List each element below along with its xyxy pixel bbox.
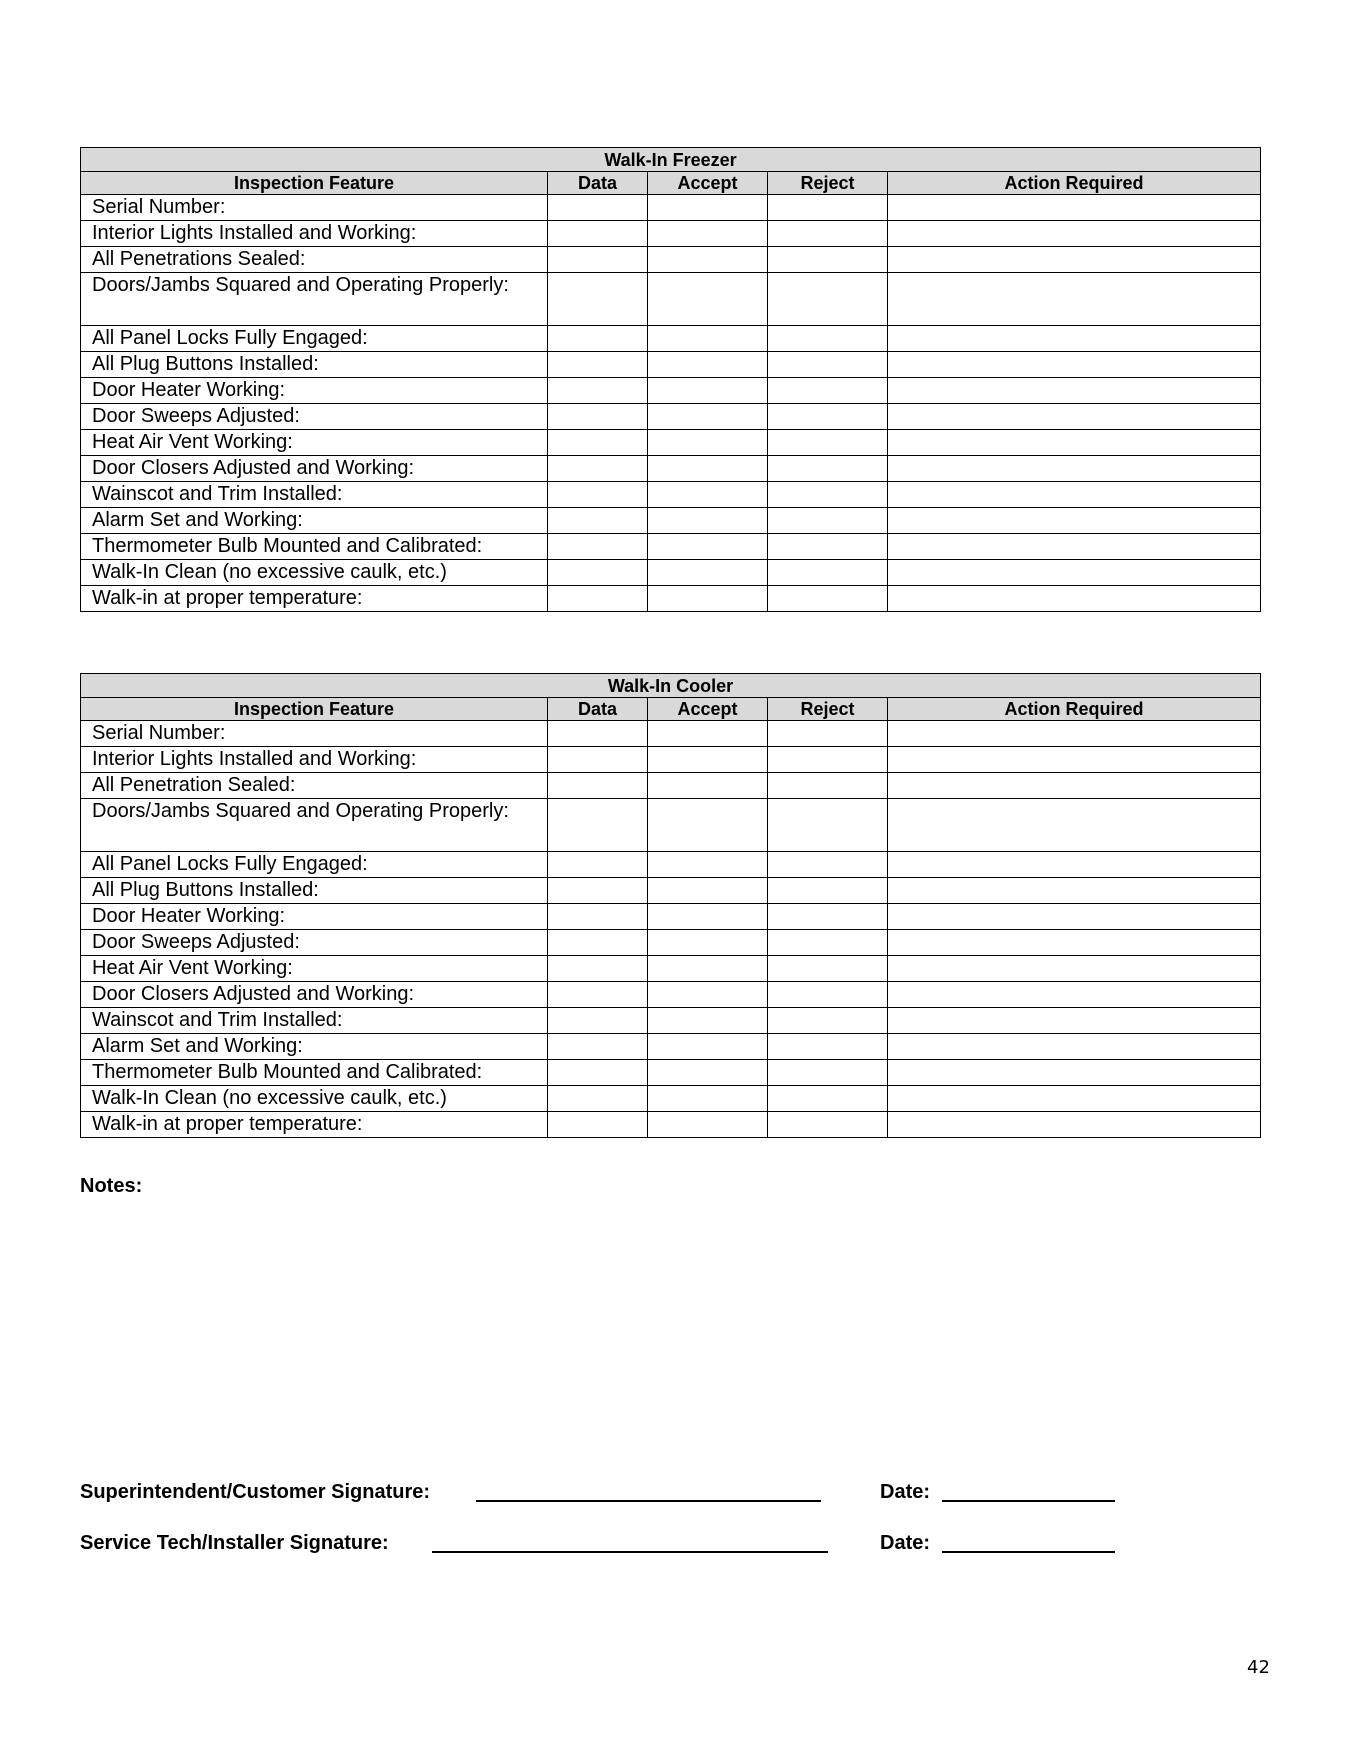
freezer-inspection-table bbox=[80, 147, 1261, 612]
action-required-cell[interactable] bbox=[888, 721, 1261, 747]
data-cell[interactable] bbox=[548, 482, 648, 508]
freezer-table-title: Walk-In Freezer bbox=[81, 148, 1261, 172]
column-header-accept: Accept bbox=[648, 698, 768, 721]
table-row bbox=[81, 482, 1261, 508]
accept-cell[interactable] bbox=[648, 195, 768, 221]
accept-cell[interactable] bbox=[648, 352, 768, 378]
inspection-feature-cell: Walk-In Clean (no excessive caulk, etc.) bbox=[81, 1086, 548, 1112]
action-required-cell[interactable] bbox=[888, 982, 1261, 1008]
tech-signature-line[interactable] bbox=[432, 1551, 828, 1553]
accept-cell[interactable] bbox=[648, 878, 768, 904]
inspection-feature-cell: All Plug Buttons Installed: bbox=[81, 878, 548, 904]
inspection-feature-cell: All Penetrations Sealed: bbox=[81, 247, 548, 273]
data-cell[interactable] bbox=[548, 456, 648, 482]
reject-cell[interactable] bbox=[768, 378, 888, 404]
action-required-cell[interactable] bbox=[888, 1034, 1261, 1060]
table-row bbox=[81, 852, 1261, 878]
inspection-feature-cell: Thermometer Bulb Mounted and Calibrated: bbox=[81, 1060, 548, 1086]
data-cell[interactable] bbox=[548, 904, 648, 930]
accept-cell[interactable] bbox=[648, 221, 768, 247]
data-cell[interactable] bbox=[548, 982, 648, 1008]
accept-cell[interactable] bbox=[648, 508, 768, 534]
table-row bbox=[81, 747, 1261, 773]
inspection-feature-cell: Doors/Jambs Squared and Operating Properly: bbox=[81, 799, 548, 852]
action-required-cell[interactable] bbox=[888, 560, 1261, 586]
column-header-inspection-feature: Inspection Feature bbox=[81, 172, 548, 195]
inspection-feature-cell: Walk-In Clean (no excessive caulk, etc.) bbox=[81, 560, 548, 586]
inspection-feature-cell: Heat Air Vent Working: bbox=[81, 956, 548, 982]
inspection-feature-cell: Wainscot and Trim Installed: bbox=[81, 482, 548, 508]
table-row bbox=[81, 1008, 1261, 1034]
inspection-feature-cell: Thermometer Bulb Mounted and Calibrated: bbox=[81, 534, 548, 560]
action-required-cell[interactable] bbox=[888, 1112, 1261, 1138]
data-cell[interactable] bbox=[548, 534, 648, 560]
table-row bbox=[81, 247, 1261, 273]
action-required-cell[interactable] bbox=[888, 1060, 1261, 1086]
inspection-feature-cell: Interior Lights Installed and Working: bbox=[81, 747, 548, 773]
data-cell[interactable] bbox=[548, 1086, 648, 1112]
accept-cell[interactable] bbox=[648, 852, 768, 878]
table-row bbox=[81, 326, 1261, 352]
inspection-feature-cell: Wainscot and Trim Installed: bbox=[81, 1008, 548, 1034]
reject-cell[interactable] bbox=[768, 273, 888, 326]
data-cell[interactable] bbox=[548, 378, 648, 404]
table-row bbox=[81, 378, 1261, 404]
inspection-feature-cell: Door Heater Working: bbox=[81, 378, 548, 404]
data-cell[interactable] bbox=[548, 1008, 648, 1034]
table-row bbox=[81, 586, 1261, 612]
accept-cell[interactable] bbox=[648, 721, 768, 747]
data-cell[interactable] bbox=[548, 878, 648, 904]
accept-cell[interactable] bbox=[648, 1112, 768, 1138]
reject-cell[interactable] bbox=[768, 1086, 888, 1112]
superintendent-signature-line[interactable] bbox=[476, 1500, 821, 1502]
data-cell[interactable] bbox=[548, 586, 648, 612]
table-row bbox=[81, 878, 1261, 904]
column-header-data: Data bbox=[548, 172, 648, 195]
table-row bbox=[81, 1112, 1261, 1138]
freezer-table-body bbox=[81, 195, 1261, 612]
reject-cell[interactable] bbox=[768, 404, 888, 430]
accept-cell[interactable] bbox=[648, 247, 768, 273]
action-required-cell[interactable] bbox=[888, 930, 1261, 956]
inspection-feature-cell: Alarm Set and Working: bbox=[81, 508, 548, 534]
table-row bbox=[81, 534, 1261, 560]
reject-cell[interactable] bbox=[768, 482, 888, 508]
reject-cell[interactable] bbox=[768, 430, 888, 456]
action-required-cell[interactable] bbox=[888, 878, 1261, 904]
tech-date-label: Date: bbox=[880, 1532, 931, 1554]
cooler-table-body bbox=[81, 721, 1261, 1138]
reject-cell[interactable] bbox=[768, 247, 888, 273]
accept-cell[interactable] bbox=[648, 982, 768, 1008]
column-header-reject: Reject bbox=[768, 172, 888, 195]
table-row bbox=[81, 221, 1261, 247]
data-cell[interactable] bbox=[548, 430, 648, 456]
accept-cell[interactable] bbox=[648, 456, 768, 482]
inspection-feature-cell: Heat Air Vent Working: bbox=[81, 430, 548, 456]
data-cell[interactable] bbox=[548, 747, 648, 773]
action-required-cell[interactable] bbox=[888, 534, 1261, 560]
inspection-feature-cell: Alarm Set and Working: bbox=[81, 1034, 548, 1060]
column-header-inspection-feature: Inspection Feature bbox=[81, 698, 548, 721]
accept-cell[interactable] bbox=[648, 560, 768, 586]
inspection-feature-cell: All Penetration Sealed: bbox=[81, 773, 548, 799]
table-row bbox=[81, 560, 1261, 586]
accept-cell[interactable] bbox=[648, 430, 768, 456]
action-required-cell[interactable] bbox=[888, 1008, 1261, 1034]
accept-cell[interactable] bbox=[648, 930, 768, 956]
action-required-cell[interactable] bbox=[888, 378, 1261, 404]
action-required-cell[interactable] bbox=[888, 904, 1261, 930]
reject-cell[interactable] bbox=[768, 852, 888, 878]
table-row bbox=[81, 404, 1261, 430]
data-cell[interactable] bbox=[548, 1034, 648, 1060]
column-header-data: Data bbox=[548, 698, 648, 721]
reject-cell[interactable] bbox=[768, 456, 888, 482]
table-row bbox=[81, 1034, 1261, 1060]
data-cell[interactable] bbox=[548, 508, 648, 534]
superintendent-signature-label: Superintendent/Customer Signature: bbox=[80, 1481, 431, 1503]
inspection-feature-cell: Walk-in at proper temperature: bbox=[81, 586, 548, 612]
superintendent-date-line[interactable] bbox=[942, 1500, 1115, 1502]
action-required-cell[interactable] bbox=[888, 773, 1261, 799]
column-header-accept: Accept bbox=[648, 172, 768, 195]
data-cell[interactable] bbox=[548, 273, 648, 326]
superintendent-date-label: Date: bbox=[880, 1481, 931, 1503]
data-cell[interactable] bbox=[548, 956, 648, 982]
accept-cell[interactable] bbox=[648, 273, 768, 326]
table-row bbox=[81, 456, 1261, 482]
accept-cell[interactable] bbox=[648, 773, 768, 799]
reject-cell[interactable] bbox=[768, 326, 888, 352]
reject-cell[interactable] bbox=[768, 956, 888, 982]
table-row bbox=[81, 508, 1261, 534]
data-cell[interactable] bbox=[548, 930, 648, 956]
reject-cell[interactable] bbox=[768, 721, 888, 747]
reject-cell[interactable] bbox=[768, 747, 888, 773]
table-row bbox=[81, 1060, 1261, 1086]
reject-cell[interactable] bbox=[768, 799, 888, 852]
table-row bbox=[81, 430, 1261, 456]
data-cell[interactable] bbox=[548, 247, 648, 273]
data-cell[interactable] bbox=[548, 221, 648, 247]
action-required-cell[interactable] bbox=[888, 430, 1261, 456]
column-header-action-required: Action Required bbox=[888, 698, 1261, 721]
reject-cell[interactable] bbox=[768, 352, 888, 378]
reject-cell[interactable] bbox=[768, 534, 888, 560]
reject-cell[interactable] bbox=[768, 560, 888, 586]
action-required-cell[interactable] bbox=[888, 852, 1261, 878]
action-required-cell[interactable] bbox=[888, 508, 1261, 534]
accept-cell[interactable] bbox=[648, 1008, 768, 1034]
data-cell[interactable] bbox=[548, 799, 648, 852]
data-cell[interactable] bbox=[548, 1112, 648, 1138]
reject-cell[interactable] bbox=[768, 930, 888, 956]
table-row bbox=[81, 799, 1261, 852]
data-cell[interactable] bbox=[548, 326, 648, 352]
table-row bbox=[81, 904, 1261, 930]
reject-cell[interactable] bbox=[768, 878, 888, 904]
inspection-feature-cell: All Panel Locks Fully Engaged: bbox=[81, 326, 548, 352]
action-required-cell[interactable] bbox=[888, 273, 1261, 326]
cooler-inspection-table bbox=[80, 673, 1261, 1138]
reject-cell[interactable] bbox=[768, 508, 888, 534]
accept-cell[interactable] bbox=[648, 534, 768, 560]
column-header-reject: Reject bbox=[768, 698, 888, 721]
action-required-cell[interactable] bbox=[888, 247, 1261, 273]
inspection-feature-cell: Door Sweeps Adjusted: bbox=[81, 930, 548, 956]
action-required-cell[interactable] bbox=[888, 482, 1261, 508]
data-cell[interactable] bbox=[548, 352, 648, 378]
accept-cell[interactable] bbox=[648, 956, 768, 982]
accept-cell[interactable] bbox=[648, 747, 768, 773]
action-required-cell[interactable] bbox=[888, 586, 1261, 612]
action-required-cell[interactable] bbox=[888, 404, 1261, 430]
data-cell[interactable] bbox=[548, 721, 648, 747]
table-row bbox=[81, 721, 1261, 747]
data-cell[interactable] bbox=[548, 195, 648, 221]
accept-cell[interactable] bbox=[648, 1086, 768, 1112]
inspection-feature-cell: Doors/Jambs Squared and Operating Properly: bbox=[81, 273, 548, 326]
accept-cell[interactable] bbox=[648, 799, 768, 852]
action-required-cell[interactable] bbox=[888, 747, 1261, 773]
action-required-cell[interactable] bbox=[888, 799, 1261, 852]
inspection-feature-cell: Serial Number: bbox=[81, 721, 548, 747]
inspection-feature-cell: Door Heater Working: bbox=[81, 904, 548, 930]
notes-label: Notes: bbox=[80, 1175, 143, 1197]
inspection-feature-cell: Door Sweeps Adjusted: bbox=[81, 404, 548, 430]
table-row bbox=[81, 1086, 1261, 1112]
page-number: 42 bbox=[1247, 1657, 1270, 1678]
data-cell[interactable] bbox=[548, 852, 648, 878]
action-required-cell[interactable] bbox=[888, 326, 1261, 352]
reject-cell[interactable] bbox=[768, 982, 888, 1008]
accept-cell[interactable] bbox=[648, 1060, 768, 1086]
action-required-cell[interactable] bbox=[888, 956, 1261, 982]
reject-cell[interactable] bbox=[768, 904, 888, 930]
inspection-feature-cell: Door Closers Adjusted and Working: bbox=[81, 982, 548, 1008]
table-row bbox=[81, 956, 1261, 982]
data-cell[interactable] bbox=[548, 560, 648, 586]
action-required-cell[interactable] bbox=[888, 1086, 1261, 1112]
accept-cell[interactable] bbox=[648, 1034, 768, 1060]
action-required-cell[interactable] bbox=[888, 456, 1261, 482]
reject-cell[interactable] bbox=[768, 773, 888, 799]
table-row bbox=[81, 195, 1261, 221]
inspection-feature-cell: Interior Lights Installed and Working: bbox=[81, 221, 548, 247]
reject-cell[interactable] bbox=[768, 1060, 888, 1086]
reject-cell[interactable] bbox=[768, 1034, 888, 1060]
tech-signature-label: Service Tech/Installer Signature: bbox=[80, 1532, 389, 1554]
table-row bbox=[81, 773, 1261, 799]
tech-date-line[interactable] bbox=[942, 1551, 1115, 1553]
reject-cell[interactable] bbox=[768, 221, 888, 247]
table-row bbox=[81, 273, 1261, 326]
inspection-feature-cell: Door Closers Adjusted and Working: bbox=[81, 456, 548, 482]
inspection-feature-cell: All Plug Buttons Installed: bbox=[81, 352, 548, 378]
accept-cell[interactable] bbox=[648, 326, 768, 352]
action-required-cell[interactable] bbox=[888, 195, 1261, 221]
accept-cell[interactable] bbox=[648, 586, 768, 612]
reject-cell[interactable] bbox=[768, 586, 888, 612]
reject-cell[interactable] bbox=[768, 1008, 888, 1034]
data-cell[interactable] bbox=[548, 1060, 648, 1086]
cooler-table-title: Walk-In Cooler bbox=[81, 674, 1261, 698]
reject-cell[interactable] bbox=[768, 1112, 888, 1138]
action-required-cell[interactable] bbox=[888, 221, 1261, 247]
inspection-feature-cell: Walk-in at proper temperature: bbox=[81, 1112, 548, 1138]
data-cell[interactable] bbox=[548, 404, 648, 430]
table-row bbox=[81, 930, 1261, 956]
accept-cell[interactable] bbox=[648, 482, 768, 508]
table-row bbox=[81, 352, 1261, 378]
reject-cell[interactable] bbox=[768, 195, 888, 221]
accept-cell[interactable] bbox=[648, 904, 768, 930]
data-cell[interactable] bbox=[548, 773, 648, 799]
inspection-feature-cell: All Panel Locks Fully Engaged: bbox=[81, 852, 548, 878]
column-header-action-required: Action Required bbox=[888, 172, 1261, 195]
accept-cell[interactable] bbox=[648, 378, 768, 404]
inspection-feature-cell: Serial Number: bbox=[81, 195, 548, 221]
table-row bbox=[81, 982, 1261, 1008]
action-required-cell[interactable] bbox=[888, 352, 1261, 378]
accept-cell[interactable] bbox=[648, 404, 768, 430]
